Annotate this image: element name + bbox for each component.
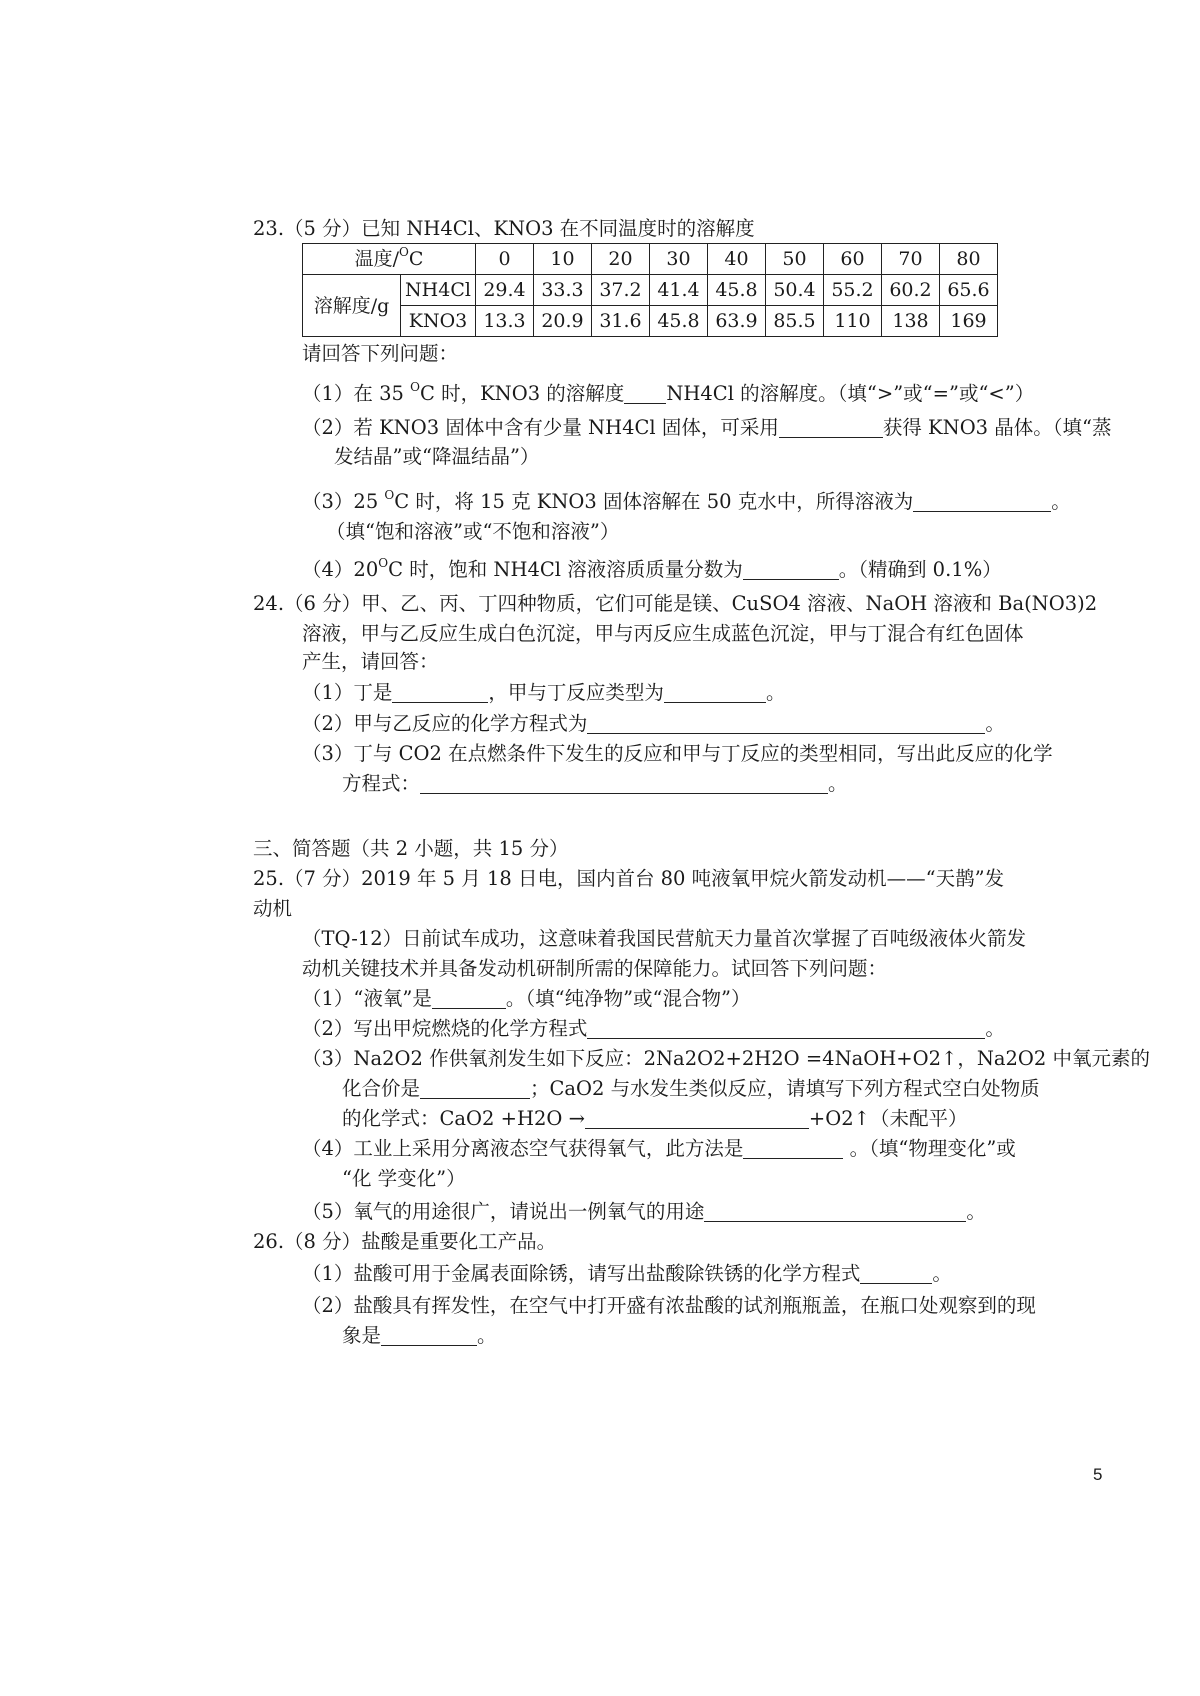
q23-prompt: 请回答下列问题： (302, 342, 459, 365)
q24-part1: （1）丁是 ，甲与丁反应类型为 。 (302, 681, 786, 704)
q23-title: 23.（5 分）已知 NH4Cl、KNO3 在不同温度时的溶解度 (253, 217, 755, 240)
solubility-table (302, 243, 998, 337)
table-cell: 138 (882, 306, 940, 337)
page-number: 5 (1093, 1465, 1103, 1484)
table-cell: 63.9 (708, 306, 766, 337)
table-cell: 0 (476, 244, 534, 275)
table-cell: 80 (940, 244, 998, 275)
table-row-kno3 (303, 306, 998, 337)
q23-part2: （2）若 KNO3 固体中含有少量 NH4Cl 固体，可采用 获得 KNO3 晶体。（填“蒸 (302, 416, 1112, 439)
answer-blank[interactable] (381, 1325, 477, 1346)
table-cell: 41.4 (650, 275, 708, 306)
solubility-label: 溶解度/g (303, 275, 401, 337)
q26-part1: （1）盐酸可用于金属表面除锈，请写出盐酸除铁锈的化学方程式 。 (302, 1262, 952, 1285)
q26-part2-cont: 象是 。 (342, 1324, 497, 1347)
table-cell: 40 (708, 244, 766, 275)
q25-part3: （3）Na2O2 作供氧剂发生如下反应：2Na2O2+2H2O =4NaOH+O2↑，Na2O2 中氧元素的 (302, 1047, 1151, 1070)
answer-blank[interactable] (587, 1018, 985, 1039)
table-cell: 70 (882, 244, 940, 275)
q23-part1: （1）在 35 $^O$C 时，KNO3 的溶解度 NH4Cl 的溶解度。（填“>”或“=”或“<”） (302, 380, 1035, 405)
answer-blank[interactable] (743, 1138, 843, 1159)
q23-part3-cont: （填“饱和溶液”或“不饱和溶液”） (326, 520, 620, 543)
table-cell: 20 (592, 244, 650, 275)
table-cell: 110 (824, 306, 882, 337)
q25-part4: （4）工业上采用分离液态空气获得氧气，此方法是 。（填“物理变化”或 (302, 1137, 1016, 1160)
q23-part4: $(4)20^OC$ 时，饱和 NH4Cl 溶液溶质质量分数为 。（精确到 0.1%） (302, 556, 1002, 581)
q24-part2: （2）甲与乙反应的化学方程式为 。 (302, 712, 1005, 735)
q25-part3-cont1: 化合价是 ；CaO2 与水发生类似反应，请填写下列方程式空白处物质 (342, 1077, 1040, 1100)
table-cell: 55.2 (824, 275, 882, 306)
answer-blank[interactable] (587, 713, 985, 734)
answer-blank[interactable] (585, 1108, 809, 1129)
q25-line3: （TQ-12）日前试车成功，这意味着我国民营航天力量首次掌握了百吨级液体火箭发 (302, 927, 1027, 950)
q23-part2-cont: 发结晶”或“降温结晶”） (334, 445, 540, 468)
q24-line2: 溶液，甲与乙反应生成白色沉淀，甲与丙反应生成蓝色沉淀，甲与丁混合有红色固体 (302, 622, 1024, 645)
table-cell: 50.4 (766, 275, 824, 306)
table-cell: 45.8 (708, 275, 766, 306)
temperature-header: 温度/$^O$C (303, 244, 476, 275)
q24-line3: 产生，请回答： (302, 650, 439, 673)
table-cell: 85.5 (766, 306, 824, 337)
table-cell: 30 (650, 244, 708, 275)
q26-title: 26.（8 分）盐酸是重要化工产品。 (253, 1230, 557, 1253)
q25-part3-cont2: 的化学式：CaO2 +H2O → +O2↑（未配平） (342, 1107, 968, 1130)
table-cell: 13.3 (476, 306, 534, 337)
answer-blank[interactable] (743, 559, 839, 580)
answer-blank[interactable] (420, 773, 828, 794)
q25-line4: 动机关键技术并具备发动机研制所需的保障能力。试回答下列问题： (302, 957, 888, 980)
section-heading: 三、简答题（共 2 小题，共 15 分） (253, 837, 569, 860)
table-cell: 20.9 (534, 306, 592, 337)
row-name: NH4Cl (401, 275, 476, 306)
q25-part4-cont: “化 学变化”） (342, 1167, 466, 1190)
q23-part3: （3）25 $^O$C 时，将 15 克 KNO3 固体溶解在 50 克水中，所得溶液为 。 (302, 488, 1071, 513)
q24-part3-cont: 方程式： 。 (342, 772, 848, 795)
q26-part2: （2）盐酸具有挥发性，在空气中打开盛有浓盐酸的试剂瓶瓶盖，在瓶口处观察到的现 (302, 1294, 1036, 1317)
table-cell: 65.6 (940, 275, 998, 306)
q25-line2: 动机 (253, 897, 293, 920)
q24-title: 24.（6 分）甲、乙、丙、丁四种物质，它们可能是镁、CuSO4 溶液、NaOH 溶液和 Ba(NO3)2 (253, 592, 1098, 615)
answer-blank[interactable] (860, 1263, 932, 1284)
answer-blank[interactable] (704, 1201, 966, 1222)
table-cell: 60.2 (882, 275, 940, 306)
q25-title: 25.（7 分）2019 年 5 月 18 日电，国内首台 80 吨液氧甲烷火箭发动机——“天鹊”发 (253, 867, 1005, 890)
table-cell: 37.2 (592, 275, 650, 306)
table-header-row (303, 244, 998, 275)
table-cell: 31.6 (592, 306, 650, 337)
table-cell: 45.8 (650, 306, 708, 337)
table-row-nh4cl (303, 275, 998, 306)
q25-part2: （2）写出甲烷燃烧的化学方程式 。 (302, 1017, 1005, 1040)
table-cell: 29.4 (476, 275, 534, 306)
table-cell: 169 (940, 306, 998, 337)
answer-blank[interactable] (913, 491, 1051, 512)
answer-blank[interactable] (779, 417, 883, 438)
q25-part1: （1）“液氧”是 。（填“纯净物”或“混合物”） (302, 987, 751, 1010)
table-cell: 50 (766, 244, 824, 275)
table-cell: 60 (824, 244, 882, 275)
table-cell: 10 (534, 244, 592, 275)
answer-blank[interactable] (420, 1078, 530, 1099)
answer-blank[interactable] (624, 383, 666, 404)
row-name: KNO3 (401, 306, 476, 337)
q25-part5: （5）氧气的用途很广，请说出一例氧气的用途 。 (302, 1200, 986, 1223)
answer-blank[interactable] (432, 988, 506, 1009)
q24-part3: （3）丁与 CO2 在点燃条件下发生的反应和甲与丁反应的类型相同，写出此反应的化学 (302, 742, 1053, 765)
answer-blank[interactable] (392, 682, 488, 703)
table-cell: 33.3 (534, 275, 592, 306)
answer-blank[interactable] (664, 682, 766, 703)
